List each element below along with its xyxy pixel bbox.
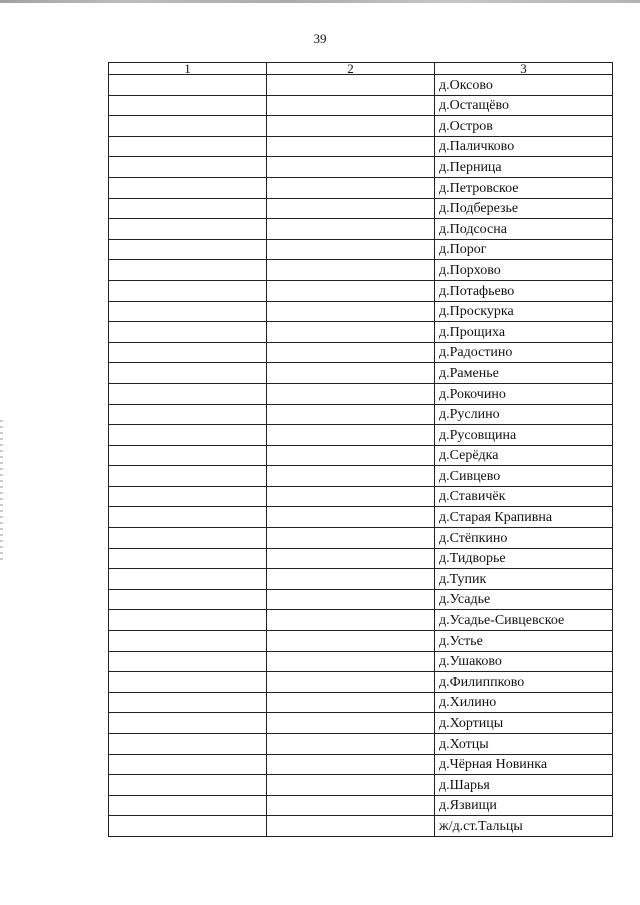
column-number-2: 2 bbox=[267, 63, 435, 75]
cell-col2-empty bbox=[267, 116, 435, 137]
table-row bbox=[109, 260, 613, 281]
table-row bbox=[109, 239, 613, 260]
table-row bbox=[109, 795, 613, 816]
settlement-name-cell: д.Подберезье bbox=[435, 198, 613, 219]
cell-col2-empty bbox=[267, 219, 435, 240]
cell-col2-empty bbox=[267, 528, 435, 549]
settlement-name-cell: д.Усадье-Сивцевское bbox=[435, 610, 613, 631]
settlement-name-cell: д.Ушаково bbox=[435, 651, 613, 672]
cell-col1-empty bbox=[109, 528, 267, 549]
table-row bbox=[109, 219, 613, 240]
table-row bbox=[109, 486, 613, 507]
cell-col1-empty bbox=[109, 219, 267, 240]
settlement-name-cell: д.Хотцы bbox=[435, 734, 613, 755]
cell-col1-empty bbox=[109, 651, 267, 672]
settlement-name-cell: д.Потафьево bbox=[435, 280, 613, 301]
cell-col2-empty bbox=[267, 95, 435, 116]
settlement-name-cell: д.Остащёво bbox=[435, 95, 613, 116]
table-row bbox=[109, 651, 613, 672]
settlement-name-cell: д.Остров bbox=[435, 116, 613, 137]
table-row bbox=[109, 775, 613, 796]
cell-col1-empty bbox=[109, 734, 267, 755]
cell-col1-empty bbox=[109, 445, 267, 466]
cell-col2-empty bbox=[267, 301, 435, 322]
cell-col1-empty bbox=[109, 95, 267, 116]
settlement-name-cell: д.Стёпкино bbox=[435, 528, 613, 549]
cell-col1-empty bbox=[109, 75, 267, 96]
table-row bbox=[109, 445, 613, 466]
settlement-name-cell: д.Рокочино bbox=[435, 383, 613, 404]
table-row bbox=[109, 95, 613, 116]
cell-col2-empty bbox=[267, 672, 435, 693]
cell-col1-empty bbox=[109, 589, 267, 610]
cell-col2-empty bbox=[267, 754, 435, 775]
settlement-name-cell: д.Тидворье bbox=[435, 548, 613, 569]
table-row bbox=[109, 569, 613, 590]
table-row bbox=[109, 198, 613, 219]
table-row bbox=[109, 136, 613, 157]
cell-col1-empty bbox=[109, 795, 267, 816]
settlement-name-cell: д.Сивцево bbox=[435, 466, 613, 487]
table-row bbox=[109, 342, 613, 363]
settlement-name-cell: д.Радостино bbox=[435, 342, 613, 363]
page-number: 39 bbox=[313, 31, 327, 46]
settlement-name-cell: д.Ставичёк bbox=[435, 486, 613, 507]
table-row bbox=[109, 466, 613, 487]
table-row bbox=[109, 692, 613, 713]
cell-col1-empty bbox=[109, 631, 267, 652]
cell-col1-empty bbox=[109, 136, 267, 157]
cell-col2-empty bbox=[267, 383, 435, 404]
settlement-name-cell: д.Хортицы bbox=[435, 713, 613, 734]
cell-col2-empty bbox=[267, 260, 435, 281]
cell-col2-empty bbox=[267, 734, 435, 755]
cell-col2-empty bbox=[267, 425, 435, 446]
cell-col1-empty bbox=[109, 239, 267, 260]
settlement-name-cell: д.Паличково bbox=[435, 136, 613, 157]
cell-col1-empty bbox=[109, 507, 267, 528]
cell-col2-empty bbox=[267, 713, 435, 734]
column-number-1: 1 bbox=[109, 63, 267, 75]
table-row bbox=[109, 116, 613, 137]
cell-col1-empty bbox=[109, 713, 267, 734]
settlement-name-cell: д.Чёрная Новинка bbox=[435, 754, 613, 775]
table-row bbox=[109, 734, 613, 755]
cell-col1-empty bbox=[109, 775, 267, 796]
settlement-name-cell: д.Шарья bbox=[435, 775, 613, 796]
table-row bbox=[109, 301, 613, 322]
cell-col1-empty bbox=[109, 692, 267, 713]
cell-col2-empty bbox=[267, 486, 435, 507]
cell-col1-empty bbox=[109, 342, 267, 363]
table-row bbox=[109, 610, 613, 631]
scan-top-edge bbox=[0, 0, 640, 3]
settlement-name-cell: д.Филиппково bbox=[435, 672, 613, 693]
cell-col2-empty bbox=[267, 157, 435, 178]
settlement-name-cell: д.Раменье bbox=[435, 363, 613, 384]
cell-col1-empty bbox=[109, 198, 267, 219]
table-row bbox=[109, 322, 613, 343]
scan-left-edge bbox=[0, 420, 3, 560]
table-row bbox=[109, 425, 613, 446]
table-row bbox=[109, 280, 613, 301]
cell-col2-empty bbox=[267, 363, 435, 384]
cell-col2-empty bbox=[267, 610, 435, 631]
settlement-name-cell: д.Устье bbox=[435, 631, 613, 652]
cell-col2-empty bbox=[267, 795, 435, 816]
cell-col2-empty bbox=[267, 75, 435, 96]
table-row bbox=[109, 507, 613, 528]
settlement-name-cell: д.Перница bbox=[435, 157, 613, 178]
cell-col1-empty bbox=[109, 116, 267, 137]
table-row bbox=[109, 363, 613, 384]
cell-col1-empty bbox=[109, 404, 267, 425]
settlement-name-cell: д.Петровское bbox=[435, 177, 613, 198]
table-row bbox=[109, 383, 613, 404]
table-row bbox=[109, 816, 613, 837]
settlements-table bbox=[108, 62, 613, 837]
cell-col1-empty bbox=[109, 466, 267, 487]
settlement-name-cell: ж/д.ст.Тальцы bbox=[435, 816, 613, 837]
table-row bbox=[109, 548, 613, 569]
table-header-row bbox=[109, 63, 613, 75]
table-row bbox=[109, 75, 613, 96]
cell-col2-empty bbox=[267, 136, 435, 157]
settlement-name-cell: д.Усадье bbox=[435, 589, 613, 610]
cell-col2-empty bbox=[267, 816, 435, 837]
settlement-name-cell: д.Серёдка bbox=[435, 445, 613, 466]
cell-col2-empty bbox=[267, 589, 435, 610]
cell-col1-empty bbox=[109, 816, 267, 837]
cell-col1-empty bbox=[109, 548, 267, 569]
cell-col2-empty bbox=[267, 198, 435, 219]
cell-col1-empty bbox=[109, 363, 267, 384]
cell-col2-empty bbox=[267, 404, 435, 425]
cell-col1-empty bbox=[109, 425, 267, 446]
cell-col2-empty bbox=[267, 775, 435, 796]
cell-col2-empty bbox=[267, 466, 435, 487]
settlement-name-cell: д.Прощиха bbox=[435, 322, 613, 343]
table-row bbox=[109, 631, 613, 652]
cell-col1-empty bbox=[109, 754, 267, 775]
cell-col1-empty bbox=[109, 383, 267, 404]
cell-col2-empty bbox=[267, 631, 435, 652]
cell-col1-empty bbox=[109, 672, 267, 693]
settlement-name-cell: д.Хилино bbox=[435, 692, 613, 713]
cell-col1-empty bbox=[109, 177, 267, 198]
cell-col1-empty bbox=[109, 322, 267, 343]
cell-col2-empty bbox=[267, 239, 435, 260]
cell-col1-empty bbox=[109, 610, 267, 631]
table-row bbox=[109, 177, 613, 198]
cell-col2-empty bbox=[267, 548, 435, 569]
cell-col1-empty bbox=[109, 157, 267, 178]
cell-col1-empty bbox=[109, 486, 267, 507]
cell-col2-empty bbox=[267, 507, 435, 528]
table-row bbox=[109, 754, 613, 775]
cell-col1-empty bbox=[109, 569, 267, 590]
column-number-3: 3 bbox=[435, 63, 613, 75]
cell-col2-empty bbox=[267, 651, 435, 672]
cell-col1-empty bbox=[109, 301, 267, 322]
settlement-name-cell: д.Язвищи bbox=[435, 795, 613, 816]
settlement-name-cell: д.Проскурка bbox=[435, 301, 613, 322]
cell-col2-empty bbox=[267, 445, 435, 466]
cell-col1-empty bbox=[109, 280, 267, 301]
table-row bbox=[109, 528, 613, 549]
cell-col2-empty bbox=[267, 177, 435, 198]
settlement-name-cell: д.Порог bbox=[435, 239, 613, 260]
settlement-name-cell: д.Подсосна bbox=[435, 219, 613, 240]
settlement-name-cell: д.Оксово bbox=[435, 75, 613, 96]
cell-col2-empty bbox=[267, 342, 435, 363]
cell-col2-empty bbox=[267, 280, 435, 301]
cell-col2-empty bbox=[267, 569, 435, 590]
settlement-name-cell: д.Руслино bbox=[435, 404, 613, 425]
table-row bbox=[109, 157, 613, 178]
table-row bbox=[109, 589, 613, 610]
table-row bbox=[109, 404, 613, 425]
cell-col2-empty bbox=[267, 692, 435, 713]
settlement-name-cell: д.Порхово bbox=[435, 260, 613, 281]
settlement-name-cell: д.Старая Крапивна bbox=[435, 507, 613, 528]
settlement-name-cell: д.Тупик bbox=[435, 569, 613, 590]
cell-col1-empty bbox=[109, 260, 267, 281]
table-row bbox=[109, 713, 613, 734]
settlement-name-cell: д.Русовщина bbox=[435, 425, 613, 446]
cell-col2-empty bbox=[267, 322, 435, 343]
table-row bbox=[109, 672, 613, 693]
